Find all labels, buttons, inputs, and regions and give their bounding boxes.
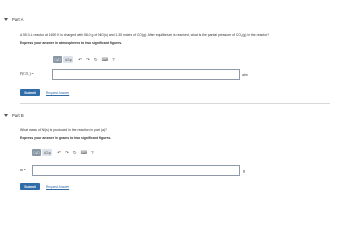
part-a-math-toolbar bbox=[53, 55, 115, 64]
part-a-header[interactable] bbox=[4, 14, 23, 24]
help-icon[interactable]: ? bbox=[91, 150, 94, 155]
part-b-answer-input[interactable] bbox=[32, 165, 240, 176]
redo-icon[interactable]: ↷ bbox=[86, 56, 90, 62]
part-b-answer-label: m = bbox=[20, 168, 26, 172]
part-b-math-toolbar bbox=[32, 148, 94, 157]
collapse-triangle-icon[interactable] bbox=[4, 18, 8, 21]
part-a-answer-label: P(CO₂) = bbox=[20, 72, 34, 76]
keyboard-icon[interactable]: ⌨ bbox=[80, 149, 88, 155]
reset-icon[interactable]: ↻ bbox=[93, 56, 98, 62]
part-a-request-answer-link[interactable]: Request Answer bbox=[46, 91, 70, 95]
part-b-submit-button[interactable]: Submit bbox=[20, 183, 40, 190]
greek-symbols-button[interactable]: AΣφ bbox=[43, 150, 51, 155]
part-a-question: A 55.0-L reactor at 1690 K is charged with 58.0 g of NiO(s) and 1.35 moles of CO(g). After equilibrium is reached, what is the partial pressure of CO₂(g) in the reactor? bbox=[20, 33, 270, 37]
part-a-answer-input[interactable] bbox=[52, 69, 240, 80]
part-a-instruction: Express your answer in atmospheres to two significant figures. bbox=[20, 41, 123, 45]
undo-icon[interactable]: ↶ bbox=[57, 149, 62, 155]
part-b-request-answer-link[interactable]: Request Answer bbox=[46, 185, 70, 189]
part-a-title: Part A bbox=[12, 16, 24, 22]
redo-icon[interactable]: ↷ bbox=[65, 149, 69, 155]
templates-button[interactable]: □√□ bbox=[54, 57, 61, 62]
help-icon[interactable]: ? bbox=[112, 57, 115, 62]
part-b-question: What mass of Ni(s) is produced in the reaction in part (a)? bbox=[20, 128, 107, 132]
greek-symbols-button[interactable]: AΣφ bbox=[64, 57, 72, 62]
undo-icon[interactable]: ↶ bbox=[78, 56, 83, 62]
part-b-header[interactable] bbox=[4, 110, 24, 120]
part-b-unit: g bbox=[243, 169, 245, 173]
keyboard-icon[interactable]: ⌨ bbox=[101, 56, 109, 62]
collapse-triangle-icon[interactable] bbox=[4, 114, 8, 117]
section-divider bbox=[20, 103, 330, 104]
reset-icon[interactable]: ↻ bbox=[72, 149, 77, 155]
part-a-unit: atm bbox=[242, 73, 248, 77]
part-b-instruction: Express your answer in grams to two significant figures. bbox=[20, 136, 112, 140]
part-b-title: Part B bbox=[12, 112, 24, 118]
part-a-submit-button[interactable]: Submit bbox=[20, 89, 40, 96]
templates-button[interactable]: □√□ bbox=[33, 150, 40, 155]
